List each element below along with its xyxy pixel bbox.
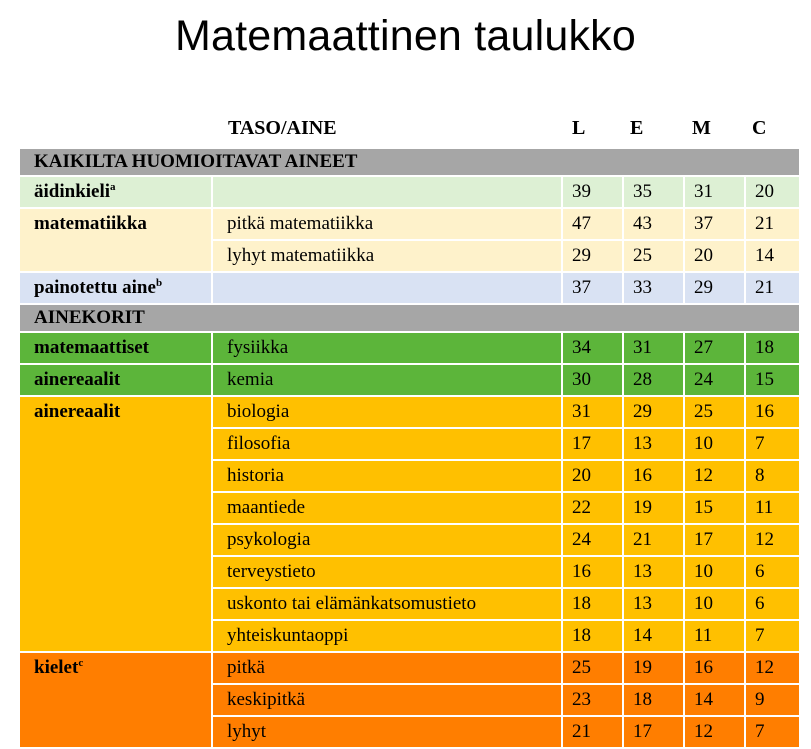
subject-cell: pitkä matematiikka [213,209,563,241]
value-cell: 19 [624,653,685,685]
value-cell: 6 [746,557,801,589]
value-cell: 7 [746,621,801,653]
category-label: painotettu aine$^b$ [20,273,213,305]
subject-cell: yhteiskuntaoppi [213,621,563,653]
subject-cell: lyhyt matematiikka [213,241,563,273]
value-cell: 14 [746,241,801,273]
table-row [20,397,801,429]
section-row [20,149,801,177]
table-row [20,273,801,305]
value-cell: 21 [746,273,801,305]
value-cell: 25 [563,653,624,685]
subject-cell: fysiikka [213,333,563,365]
value-cell: 29 [624,397,685,429]
value-cell: 7 [746,717,801,749]
subject-cell: pitkä [213,653,563,685]
header-col-C: C [752,117,767,139]
category-label: kielet$^c$ [20,653,213,749]
header-col-E: E [630,117,644,139]
table-row [20,365,801,397]
value-cell: 17 [685,525,746,557]
value-cell: 25 [624,241,685,273]
category-label: äidinkieli$^a$ [20,177,213,209]
subject-cell: uskonto tai elämänkatsomustieto [213,589,563,621]
value-cell: 22 [563,493,624,525]
value-cell: 14 [624,621,685,653]
value-cell: 10 [685,557,746,589]
category-label: ainereaalit [20,365,213,397]
category-label: matematiikka [20,209,213,273]
value-cell: 12 [685,461,746,493]
value-cell: 13 [624,429,685,461]
value-cell: 9 [746,685,801,717]
value-cell: 29 [685,273,746,305]
value-cell: 15 [746,365,801,397]
category-label: matemaattiset [20,333,213,365]
value-cell: 12 [746,525,801,557]
value-cell: 17 [563,429,624,461]
footnote-marker: a [110,181,116,193]
section-row [20,305,801,333]
header-subject: TASO/AINE [228,117,337,139]
value-cell: 37 [685,209,746,241]
value-cell: 16 [563,557,624,589]
value-cell: 12 [685,717,746,749]
value-cell: 23 [563,685,624,717]
subject-cell: kemia [213,365,563,397]
section-label: KAIKILTA HUOMIOITAVAT AINEET [20,149,801,177]
value-cell: 20 [746,177,801,209]
value-cell: 39 [563,177,624,209]
footnote-marker: b [155,277,163,289]
value-cell: 10 [685,429,746,461]
subject-cell: lyhyt [213,717,563,749]
value-cell: 7 [746,429,801,461]
category-label: ainereaalit [20,397,213,653]
value-cell: 33 [624,273,685,305]
subject-cell [213,177,563,209]
value-cell: 24 [563,525,624,557]
table-row [20,177,801,209]
value-cell: 31 [685,177,746,209]
value-cell: 12 [746,653,801,685]
page-title: Matemaattinen taulukko [175,12,636,60]
value-cell: 13 [624,589,685,621]
section-label: AINEKORIT [20,305,801,333]
value-cell: 17 [624,717,685,749]
table-row [20,333,801,365]
value-cell: 11 [746,493,801,525]
value-cell: 16 [746,397,801,429]
subject-cell: maantiede [213,493,563,525]
score-table [20,149,801,749]
value-cell: 20 [685,241,746,273]
value-cell: 25 [685,397,746,429]
subject-cell: filosofia [213,429,563,461]
subject-cell [213,273,563,305]
value-cell: 15 [685,493,746,525]
value-cell: 21 [624,525,685,557]
subject-cell: biologia [213,397,563,429]
subject-cell: psykologia [213,525,563,557]
value-cell: 18 [563,621,624,653]
value-cell: 43 [624,209,685,241]
value-cell: 21 [746,209,801,241]
value-cell: 21 [563,717,624,749]
subject-cell: historia [213,461,563,493]
value-cell: 13 [624,557,685,589]
value-cell: 29 [563,241,624,273]
value-cell: 18 [746,333,801,365]
value-cell: 6 [746,589,801,621]
value-cell: 27 [685,333,746,365]
subject-cell: keskipitkä [213,685,563,717]
value-cell: 24 [685,365,746,397]
value-cell: 11 [685,621,746,653]
value-cell: 37 [563,273,624,305]
value-cell: 31 [563,397,624,429]
value-cell: 10 [685,589,746,621]
value-cell: 18 [563,589,624,621]
table-row [20,653,801,685]
value-cell: 31 [624,333,685,365]
footnote-marker: c [78,657,84,669]
value-cell: 16 [685,653,746,685]
value-cell: 18 [624,685,685,717]
value-cell: 8 [746,461,801,493]
value-cell: 35 [624,177,685,209]
value-cell: 47 [563,209,624,241]
value-cell: 28 [624,365,685,397]
header-col-M: M [692,117,711,139]
subject-cell: terveystieto [213,557,563,589]
header-col-L: L [572,117,586,139]
value-cell: 14 [685,685,746,717]
value-cell: 19 [624,493,685,525]
value-cell: 30 [563,365,624,397]
value-cell: 34 [563,333,624,365]
value-cell: 20 [563,461,624,493]
value-cell: 16 [624,461,685,493]
table-row [20,209,801,241]
